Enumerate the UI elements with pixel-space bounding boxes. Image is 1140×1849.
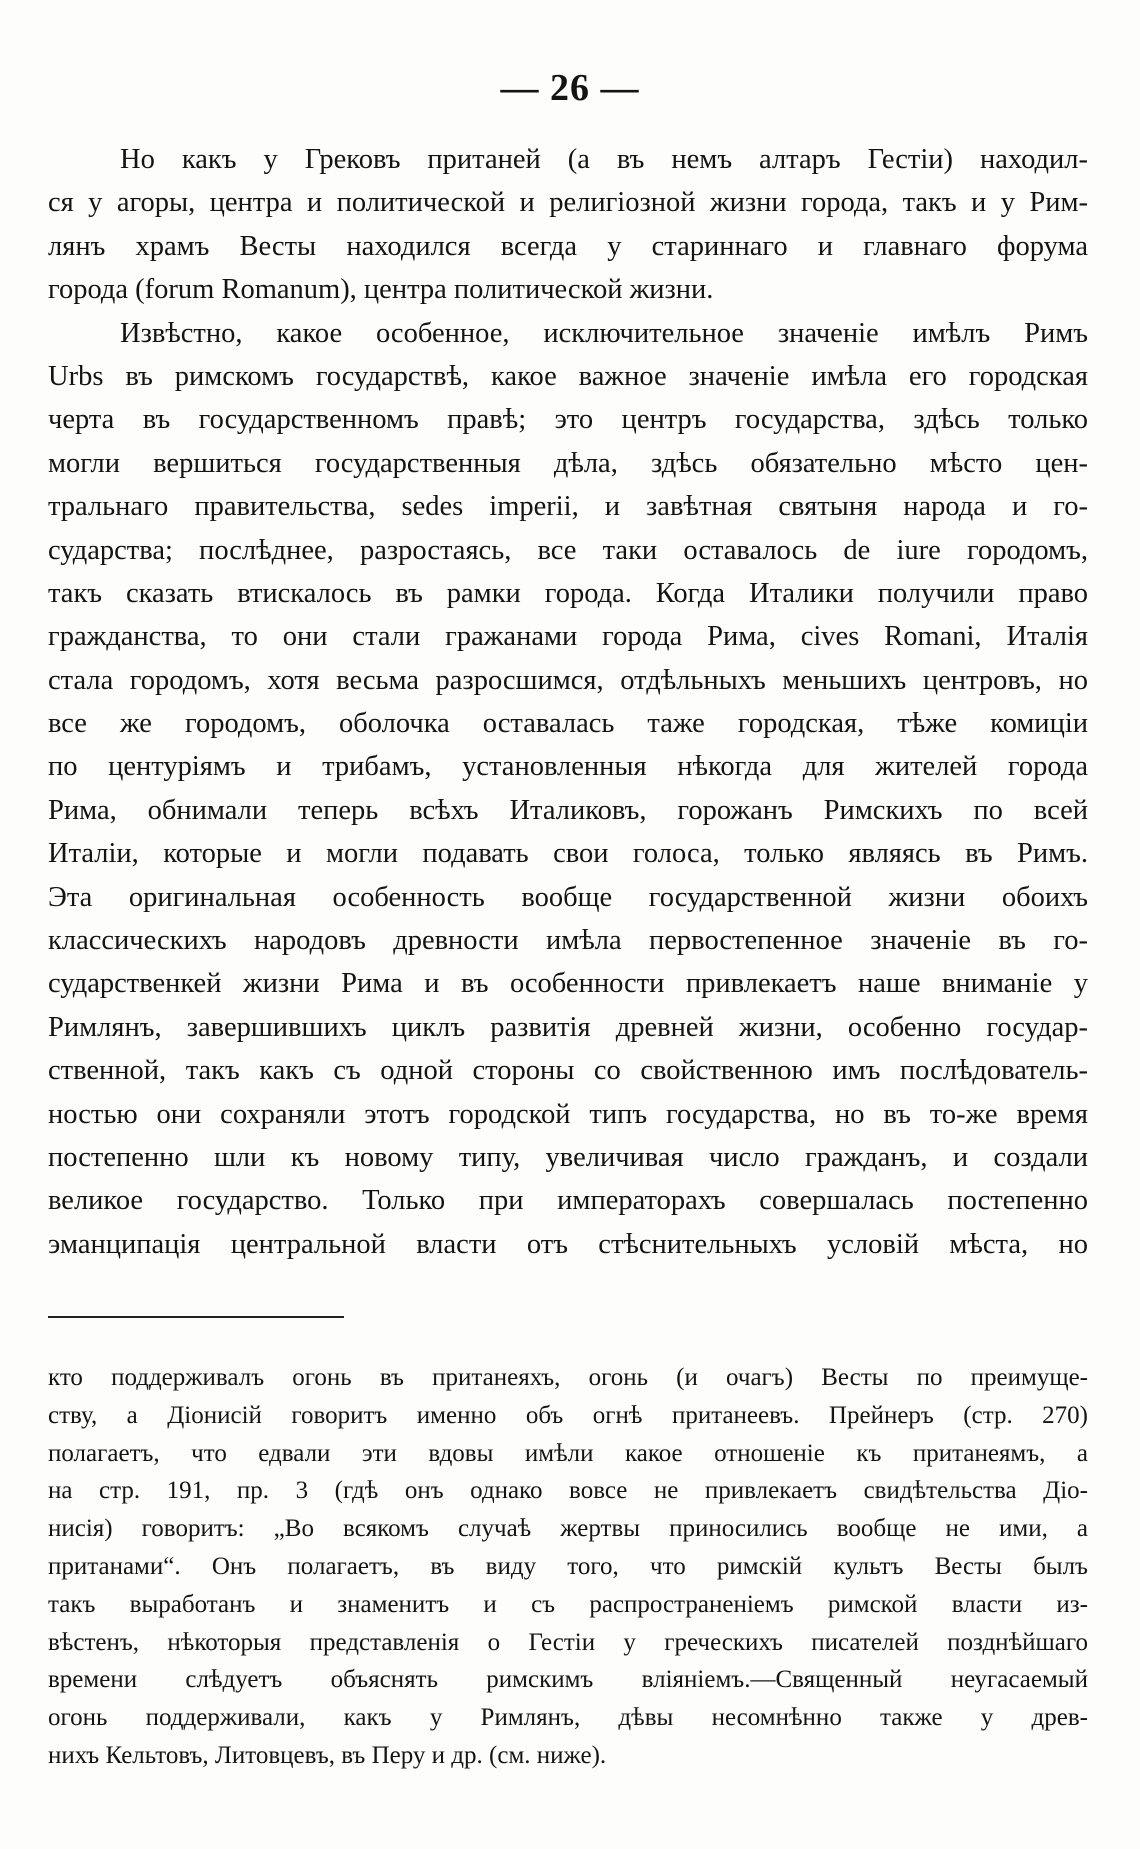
text-line: великое государство. Только при императорахъ совершалась постепенно xyxy=(48,1185,1088,1217)
text-line: Эта оригинальная особенность вообще государственной жизни обоихъ xyxy=(48,881,1088,913)
text-line: классическихъ народовъ древности имѣла первостепенное значенiе въ го- xyxy=(48,925,1088,957)
footnote-line: кто поддерживалъ огонь въ пританеяхъ, огонь (и очагъ) Весты по преимуще- xyxy=(48,1364,1088,1391)
text-line: стала городомъ, хотя весьма разросшимся, отдѣльныхъ меньшихъ центровъ, но xyxy=(48,664,1088,696)
text-line: все же городомъ, оболочка оставалась таже городская, тѣже комицiи xyxy=(48,708,1088,740)
text-line: лянъ храмъ Весты находился всегда у стариннаго и главнаго форума xyxy=(48,230,1088,262)
text-line: ственной, такъ какъ съ одной стороны со свойственною имъ послѣдователь- xyxy=(48,1055,1088,1087)
text-line: гражданства, то они стали гражанами города Рима, cives Romani, Италiя xyxy=(48,621,1088,653)
text-line: города (forum Romanum), центра политической жизни. xyxy=(48,274,714,306)
footnote-line: огонь поддерживали, какъ у Римлянъ, дѣвы несомнѣнно также у древ- xyxy=(48,1704,1088,1732)
text-line: Рима, обнимали теперь всѣхъ Италиковъ, горожанъ Римскихъ по всей xyxy=(48,794,1088,826)
footnote-line: на стр. 191, пр. 3 (гдѣ онъ однако вовсе не привлекаетъ свидѣтельства Дiо- xyxy=(48,1477,1088,1505)
text-line: такъ сказать втискалось въ рамки города. Когда Италики получили право xyxy=(48,577,1088,609)
text-line: сударственкей жизни Рима и въ особенности привлекаетъ наше вниманiе у xyxy=(48,968,1088,1000)
footnote-line: нихъ Кельтовъ, Литовцевъ, въ Перу и др. (см. ниже). xyxy=(48,1741,607,1769)
footnote-line: ству, а Дiонисiй говоритъ именно объ огнѣ пританеевъ. Прейнеръ (стр. 270) xyxy=(48,1401,1088,1429)
text-line: Извѣстно, какое особенное, исключительное значенiе имѣлъ Римъ xyxy=(120,317,1088,349)
footnote-line: времени слѣдуетъ объяснять римскимъ влiянiемъ.—Священный неугасаемый xyxy=(48,1666,1088,1694)
text-line: Urbs въ римскомъ государствѣ, какое важное значенiе имѣла его городская xyxy=(48,360,1088,392)
footnote-line: полагаетъ, что едвали эти вдовы имѣли какое отношенiе къ пританеямъ, а xyxy=(48,1439,1088,1467)
text-line: сударства; послѣднее, разростаясь, все таки оставалось de iure городомъ, xyxy=(48,534,1088,566)
text-line: по центурiямъ и трибамъ, установленныя нѣкогда для жителей города xyxy=(48,751,1088,783)
text-line: постепенно шли къ новому типу, увеличивая число гражданъ, и создали xyxy=(48,1141,1088,1173)
footnote-line: вѣстенъ, нѣкоторыя представленiя о Гестiи у греческихъ писателей позднѣйшаго xyxy=(48,1628,1088,1656)
footnote-separator xyxy=(48,1316,344,1318)
text-line: Римлянъ, завершившихъ циклъ развитiя древней жизни, особенно государ- xyxy=(48,1011,1088,1043)
text-line: Но какъ у Грековъ пританей (а въ немъ алтаръ Гестiи) находил- xyxy=(120,144,1088,175)
text-line: ностью они сохраняли этотъ городской типъ государства, но въ то-же время xyxy=(48,1098,1088,1130)
main-text xyxy=(48,138,1088,1266)
text-line: эманципацiя центральной власти отъ стѣснительныхъ условiй мѣста, но xyxy=(48,1228,1088,1260)
footnote-line: такъ выработанъ и знаменитъ и съ распространенiемъ римской власти из- xyxy=(48,1590,1088,1618)
footnote-line: пританами“. Онъ полагаетъ, въ виду того, что римскiй культъ Весты былъ xyxy=(48,1552,1088,1580)
text-line: черта въ государственномъ правѣ; это центръ государства, здѣсь только xyxy=(48,404,1088,436)
text-line: тральнаго правительства, sedes imperii, и завѣтная святыня народа и го- xyxy=(48,491,1088,523)
text-line: могли вершиться государственныя дѣла, здѣсь обязательно мѣсто цен- xyxy=(48,447,1088,479)
text-line: ся у агоры, центра и политической и религiозной жизни города, такъ и у Рим- xyxy=(48,187,1088,219)
page-number: — 26 — xyxy=(500,67,640,109)
footnote xyxy=(48,1359,1088,1775)
footnote-line: нисiя) говоритъ: „Во всякомъ случаѣ жертвы приносились вообще не ими, а xyxy=(48,1515,1088,1543)
text-line: Италiи, которые и могли подавать свои голоса, только являясь въ Римъ. xyxy=(48,838,1088,870)
